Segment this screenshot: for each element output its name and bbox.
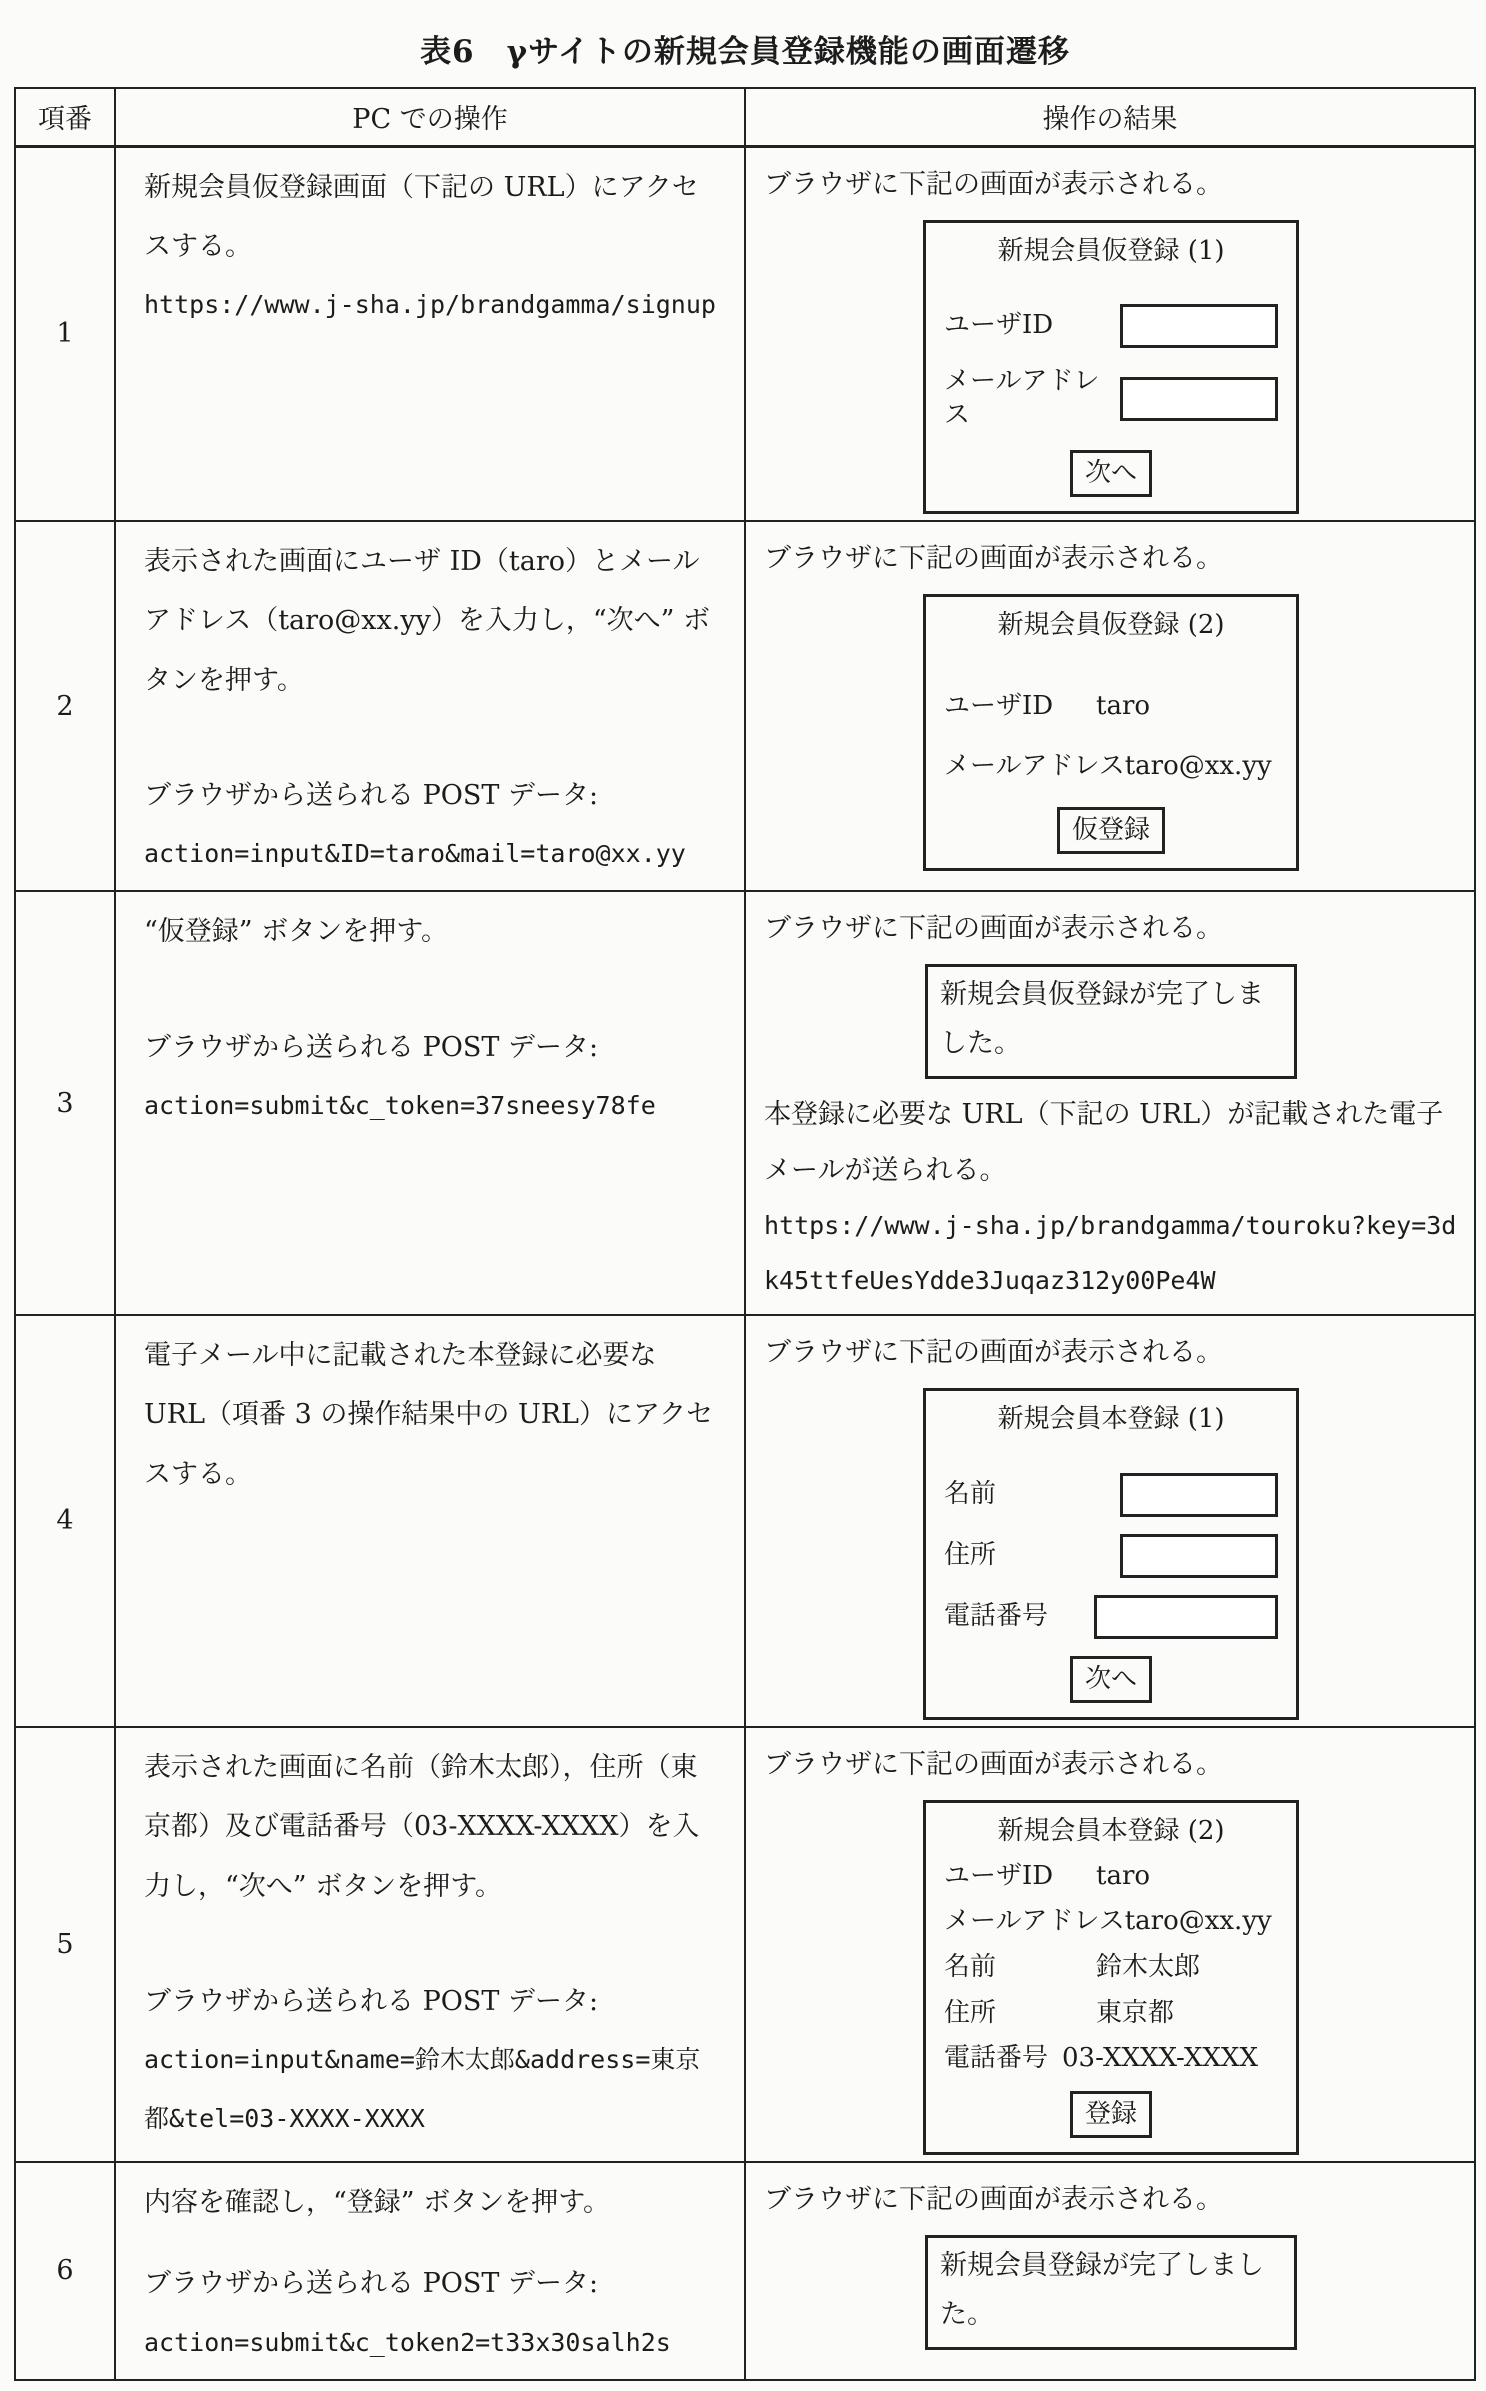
operation-result-cell — [745, 146, 1475, 521]
pc-operation-cell — [115, 521, 745, 891]
field-label: ユーザID — [944, 310, 1054, 341]
info-value: 鈴木太郎 — [1096, 1952, 1201, 1983]
table-row — [15, 1315, 1475, 1727]
form-field-row — [944, 1534, 1278, 1578]
info-value: taro@xx.yy — [1124, 751, 1272, 782]
info-value: 03-XXXX-XXXX — [1062, 2043, 1258, 2074]
registration-url-text: 本登録に必要な URL（下記の URL）が記載された電子メールが送られる。 — [764, 1099, 1444, 1186]
completion-message: 新規会員仮登録が完了しました。 — [940, 979, 1264, 1059]
item-number: 5 — [15, 1727, 115, 2162]
browser-result-text: ブラウザに下記の画面が表示される。 — [764, 542, 1223, 574]
table-row — [15, 521, 1475, 891]
info-label: メールアドレス — [944, 751, 1125, 782]
info-value: taro@xx.yy — [1124, 1906, 1272, 1937]
item-number: 6 — [15, 2162, 115, 2380]
register-button-depiction: 登録 — [1070, 2091, 1152, 2138]
button-row — [944, 807, 1278, 854]
header-cell-item-no: 項番 — [15, 88, 115, 146]
pc-operation-cell — [115, 1727, 745, 2162]
post-data-label: ブラウザから送られる POST データ: — [144, 780, 599, 812]
post-data-label: ブラウザから送られる POST データ: — [144, 2268, 599, 2300]
temp-registration-screen-2 — [923, 594, 1299, 871]
operation-text: 表示された画面に名前（鈴木太郎），住所（東京都）及び電話番号（03-XXXX-XXXX）を入力し，“次へ” ボタンを押す。 — [144, 1751, 700, 1902]
info-row — [944, 1992, 1278, 2036]
registration-url-code: https://www.j-sha.jp/brandgamma/touroku?key=3dk45ttfeUesYdde3Juqaz312y00Pe4W — [764, 1211, 1457, 1296]
post-data-code: action=input&ID=taro&mail=taro@xx.yy — [144, 839, 686, 869]
table-row — [15, 891, 1475, 1315]
temp-registration-screen-1 — [923, 220, 1299, 514]
completion-message-box — [925, 964, 1297, 1079]
full-registration-screen-2 — [923, 1800, 1299, 2155]
item-number: 3 — [15, 891, 115, 1315]
button-row — [944, 450, 1278, 497]
operation-result-cell — [745, 2162, 1475, 2380]
info-value: 東京都 — [1096, 1997, 1175, 2028]
operation-text: “仮登録” ボタンを押す。 — [144, 916, 449, 948]
screen-transition-table — [14, 87, 1476, 2381]
operation-text: 電子メール中に記載された本登録に必要な URL（項番 3 の操作結果中の URL）にアクセスする。 — [144, 1340, 714, 1490]
post-data-label: ブラウザから送られる POST データ: — [144, 1986, 599, 2018]
operation-text: 新規会員仮登録画面（下記の URL）にアクセスする。 — [144, 171, 699, 262]
header-cell-pc-operation: PC での操作 — [115, 88, 745, 146]
field-label: 電話番号 — [944, 1600, 1049, 1631]
operation-result-cell — [745, 1315, 1475, 1727]
post-data-code: action=submit&c_token=37sneesy78fe — [144, 1090, 656, 1120]
info-row — [944, 1900, 1278, 1944]
table-row — [15, 146, 1475, 521]
item-number: 4 — [15, 1315, 115, 1727]
form-field-row — [944, 1595, 1278, 1639]
info-row — [944, 1855, 1278, 1899]
item-number: 2 — [15, 521, 115, 891]
full-registration-screen-1 — [923, 1388, 1299, 1720]
phone-input-depiction — [1094, 1595, 1278, 1639]
info-value: taro — [1096, 1860, 1151, 1891]
operation-result-cell — [745, 1727, 1475, 2162]
operation-result-cell — [745, 891, 1475, 1315]
screen-title: 新規会員本登録 (2) — [997, 1815, 1225, 1846]
address-input-depiction — [1120, 1534, 1278, 1578]
button-row — [944, 2091, 1278, 2138]
mail-address-input-depiction — [1120, 377, 1278, 421]
header-cell-operation-result: 操作の結果 — [745, 88, 1475, 146]
screen-title: 新規会員本登録 (1) — [997, 1404, 1225, 1435]
info-row — [944, 683, 1278, 730]
completion-message-box — [925, 2235, 1297, 2350]
name-input-depiction — [1120, 1473, 1278, 1517]
operation-result-cell — [745, 521, 1475, 891]
info-row — [944, 2037, 1278, 2081]
page-title: 表6 γサイトの新規会員登録機能の画面遷移 — [420, 34, 1070, 70]
temp-register-button-depiction: 仮登録 — [1057, 807, 1165, 854]
screen-title: 新規会員仮登録 (1) — [997, 235, 1225, 266]
table-row — [15, 2162, 1475, 2380]
browser-result-text: ブラウザに下記の画面が表示される。 — [764, 168, 1223, 200]
operation-text: 内容を確認し，“登録” ボタンを押す。 — [144, 2187, 611, 2219]
field-label: メールアドレス — [944, 366, 1100, 431]
info-label: ユーザID — [944, 690, 1054, 721]
field-label: 名前 — [944, 1478, 997, 1509]
form-field-row — [944, 1473, 1278, 1517]
pc-operation-cell — [115, 1315, 745, 1727]
info-label: メールアドレス — [944, 1906, 1125, 1937]
post-data-code: action=input&name=鈴木太郎&address=東京都&tel=03-XXXX-XXXX — [144, 2045, 701, 2134]
info-label: ユーザID — [944, 1860, 1054, 1891]
browser-result-text: ブラウザに下記の画面が表示される。 — [764, 2184, 1223, 2216]
item-number: 1 — [15, 146, 115, 521]
info-value: taro — [1096, 690, 1151, 721]
post-data-label: ブラウザから送られる POST データ: — [144, 1031, 599, 1063]
post-data-code: action=submit&c_token2=t33x30salh2s — [144, 2327, 671, 2357]
pc-operation-cell — [115, 146, 745, 521]
table-header-row — [15, 88, 1475, 146]
operation-text: 表示された画面にユーザ ID（taro）とメールアドレス（taro@xx.yy）を入力し，“次へ” ボタンを押す。 — [144, 545, 711, 696]
next-button-depiction: 次へ — [1070, 1656, 1152, 1703]
pc-operation-cell — [115, 2162, 745, 2380]
browser-result-text: ブラウザに下記の画面が表示される。 — [764, 1748, 1223, 1780]
user-id-input-depiction — [1120, 304, 1278, 348]
completion-message: 新規会員登録が完了しました。 — [940, 2250, 1264, 2330]
table-row — [15, 1727, 1475, 2162]
form-field-row — [944, 365, 1278, 433]
info-row — [944, 743, 1278, 790]
operation-url: https://www.j-sha.jp/brandgamma/signup — [144, 290, 716, 320]
pc-operation-cell — [115, 891, 745, 1315]
screen-title: 新規会員仮登録 (2) — [997, 609, 1225, 640]
next-button-depiction: 次へ — [1070, 450, 1152, 497]
info-label: 住所 — [944, 1997, 997, 2028]
browser-result-text: ブラウザに下記の画面が表示される。 — [764, 1337, 1223, 1369]
info-row — [944, 1946, 1278, 1990]
form-field-row — [944, 304, 1278, 348]
info-label: 名前 — [944, 1952, 997, 1983]
info-label: 電話番号 — [944, 2043, 1049, 2074]
browser-result-text: ブラウザに下記の画面が表示される。 — [764, 913, 1223, 945]
button-row — [944, 1656, 1278, 1703]
field-label: 住所 — [944, 1539, 997, 1570]
